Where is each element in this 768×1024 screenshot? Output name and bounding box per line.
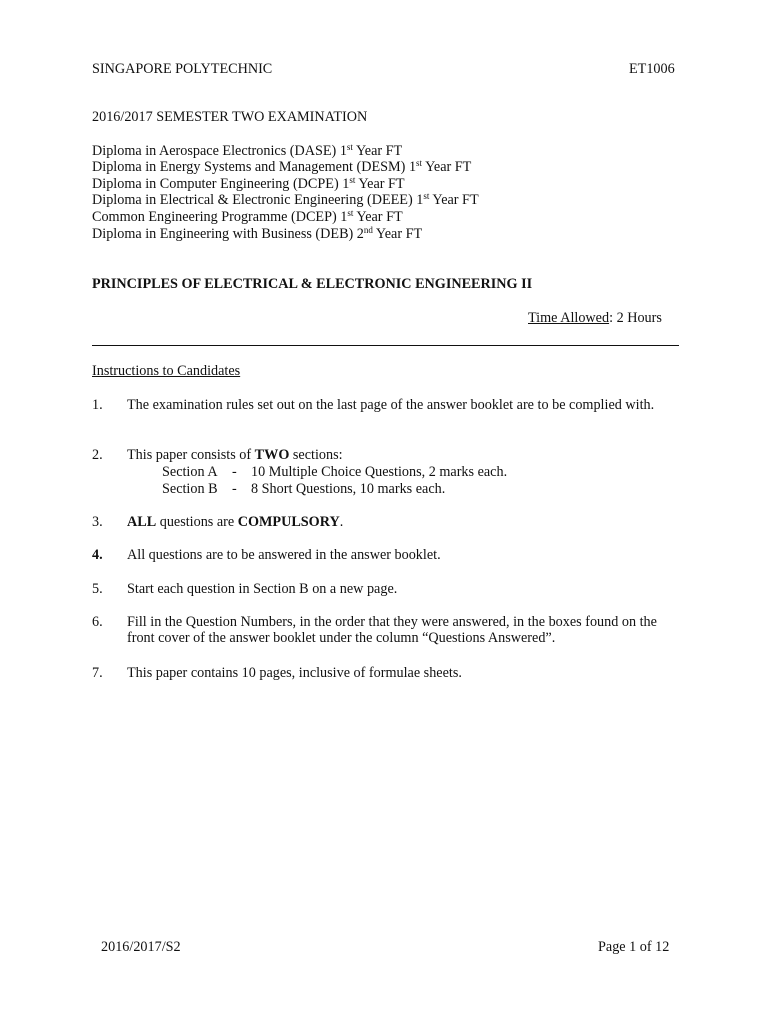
instruction-number: 3. — [92, 514, 103, 530]
instruction-number: 6. — [92, 614, 103, 630]
section-a-desc: 10 Multiple Choice Questions, 2 marks each. — [251, 464, 508, 480]
diploma-item: Diploma in Engineering with Business (DEB) 2nd Year FT — [92, 225, 423, 242]
subject-title: PRINCIPLES OF ELECTRICAL & ELECTRONIC ENGINEERING II — [92, 276, 533, 292]
diploma-item: Common Engineering Programme (DCEP) 1st Year FT — [92, 208, 403, 225]
section-b-line: Section B — [162, 481, 218, 497]
instruction-number: 7. — [92, 665, 103, 681]
instruction-text: This paper contains 10 pages, inclusive of formulae sheets. — [127, 665, 462, 681]
section-a-line: Section A — [162, 464, 218, 480]
instruction-number: 4. — [92, 547, 103, 563]
exam-title: 2016/2017 SEMESTER TWO EXAMINATION — [92, 109, 368, 125]
instruction-text: All questions are to be answered in the answer booklet. — [127, 547, 441, 563]
diploma-item: Diploma in Aerospace Electronics (DASE) 1st Year FT — [92, 142, 403, 159]
diploma-item: Diploma in Energy Systems and Management (DESM) 1st Year FT — [92, 158, 472, 175]
footer-exam-code: 2016/2017/S2 — [101, 939, 181, 955]
header-divider — [92, 345, 679, 346]
section-a-dash: - — [232, 464, 237, 480]
instruction-text: The examination rules set out on the last page of the answer booklet are to be complied with. — [127, 397, 655, 413]
time-allowed — [528, 310, 662, 326]
time-allowed-value: : 2 Hours — [609, 310, 662, 326]
institution-name: SINGAPORE POLYTECHNIC — [92, 61, 273, 77]
instruction-text: Fill in the Question Numbers, in the order that they were answered, in the boxes found on the front cover of the answer booklet under the column “Questions Answered”. — [127, 614, 657, 646]
time-allowed-label: Time Allowed — [528, 310, 610, 326]
footer-page-number: Page 1 of 12 — [598, 939, 670, 955]
diploma-item: Diploma in Computer Engineering (DCPE) 1st Year FT — [92, 175, 405, 192]
instruction-number: 1. — [92, 397, 103, 413]
module-code: ET1006 — [629, 61, 675, 77]
section-b-dash: - — [232, 481, 237, 497]
instruction-text: This paper consists of TWO sections: — [127, 447, 343, 463]
instructions-heading: Instructions to Candidates — [92, 363, 241, 379]
diploma-item: Diploma in Electrical & Electronic Engineering (DEEE) 1st Year FT — [92, 191, 479, 208]
instruction-number: 2. — [92, 447, 103, 463]
instruction-text: Start each question in Section B on a new page. — [127, 581, 398, 597]
section-b-desc: 8 Short Questions, 10 marks each. — [251, 481, 446, 497]
instruction-number: 5. — [92, 581, 103, 597]
instruction-text: ALL questions are COMPULSORY. — [127, 514, 344, 530]
